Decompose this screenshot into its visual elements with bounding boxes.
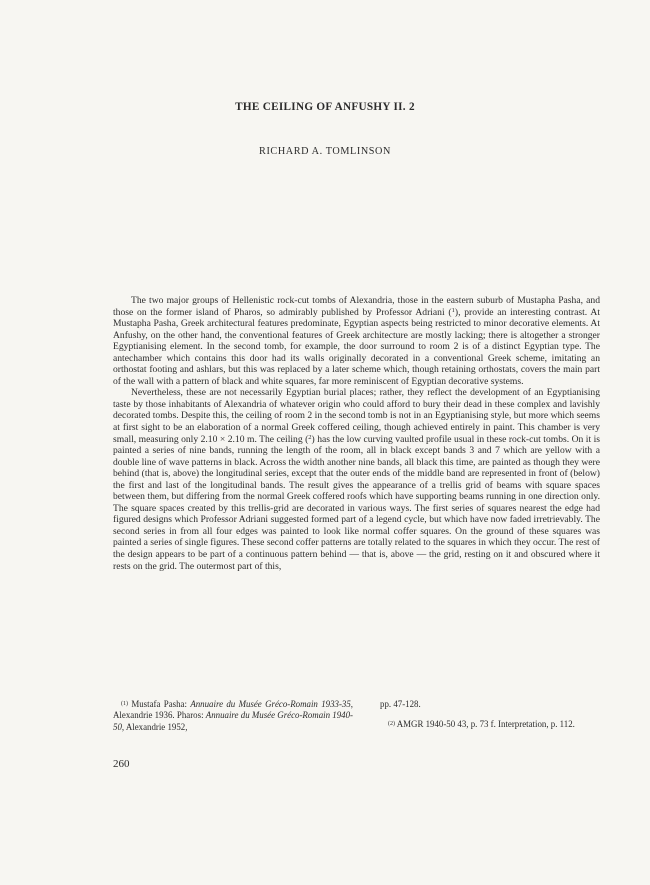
article-author: RICHARD A. TOMLINSON bbox=[259, 146, 391, 157]
footnote-reference: 1 bbox=[451, 306, 455, 314]
article-title: THE CEILING OF ANFUSHY II. 2 bbox=[235, 101, 415, 113]
body-text-segment: Nevertheless, these are not necessarily Egyptian burial places; rather, they reflect the development of an Egyptianising taste by those inhabitants of Alexandria of whatever origin who could afford to bury their dead in these complex and lavishly decorated tombs. Despite this, the ceiling of room 2 in the second tomb is not in an Egyptianising style, but more which seems at first sight to be an elaboration of a normal Greek coffered ceiling, though achieved entirely in paint. This chamber is very small, measuring only 2.10 × 2.10 m. The ceiling ( bbox=[113, 387, 600, 445]
footnote-citation-title: Annuaire du Musée Gréco-Romain 1940-50 bbox=[113, 710, 354, 732]
body-paragraph-1 bbox=[113, 295, 600, 387]
footnote-1-continuation: pp. 47-128. bbox=[380, 699, 421, 709]
footnotes bbox=[113, 699, 600, 733]
footnote-reference: 2 bbox=[308, 433, 312, 441]
footnote-text: , Alexandrie 1936. Pharos: bbox=[113, 699, 353, 721]
footnote-text: Mustafa Pasha: bbox=[128, 699, 191, 709]
footnote-marker: (1) bbox=[121, 701, 128, 707]
body-text-segment: The two major groups of Hellenistic rock-cut tombs of Alexandria, those in the eastern suburb of Mustapha Pasha, and those on the former island of Pharos, so admirably published by Professor Adriani ( bbox=[113, 295, 600, 318]
footnote-1 bbox=[113, 699, 353, 733]
footnote-marker: (2) bbox=[388, 721, 395, 728]
footnote-text: AMGR 1940-50 43, p. 73 f. Interpretation, p. 112. bbox=[395, 719, 575, 730]
body-paragraph-2 bbox=[113, 387, 600, 572]
footnote-2 bbox=[380, 719, 600, 730]
footnote-citation-title: Annuaire du Musée Gréco-Romain 1933-35 bbox=[190, 699, 351, 709]
page-number: 260 bbox=[113, 758, 130, 770]
article-body bbox=[113, 295, 600, 572]
body-text-segment: ) has the low curving vaulted profile usual in these rock-cut tombs. On it is painted a series of nine bands, running the length of the room, all in black except bands 3 and 7 which are yellow with a double line of wave patterns in black. Across the width another nine bands, all black this time, are painted as though they were behind (that is, above) the longitudinal series, except that the outer ends of the middle band are represented in front of (below) the first and last of the longitudinal bands. The result gives the appearance of a trellis grid of beams with square spaces between them, but differing from the normal Greek coffered roofs which have supporting beams running in one direction only. The square spaces created by this trellis-grid are decorated in various ways. The first series of squares nearest the edge had figured designs which Professor Adriani suggested formed part of a legend cycle, but which have now faded irretrievably. The second series in from all four edges was painted to look like normal coffer squares. On the ground of these squares was painted a series of single figures. These second coffer patterns are totally related to the squares in which they occur. The rest of the design appears to be part of a continuous pattern behind — that is, above — the grid, resting on it and obscured where it rests on the grid. The outermost part of this, bbox=[113, 433, 600, 572]
footnotes-column-left bbox=[113, 699, 353, 733]
footnote-text: , Alexandrie 1952, bbox=[121, 721, 188, 732]
footnotes-column-right bbox=[380, 699, 600, 733]
body-text-segment: ), provide an interesting contrast. At Mustapha Pasha, Greek architectural features predominate, Egyptian aspects being restricted to minor decorative elements. At Anfushy, on the other hand, the conventional features of Greek architecture are mostly lacking; there is altogether a stronger Egyptianising element. In the second tomb, for example, the door surround to room 2 is of a distinct Egyptian type. The antechamber which contains this door had its walls originally decorated in a conventional Greek scheme, imitating an orthostat footing and ashlars, but this was replaced by a later scheme which, though retaining orthostats, covers the main part of the wall with a pattern of black and white squares, far more reminiscent of Egyptian decorative systems. bbox=[113, 306, 600, 387]
